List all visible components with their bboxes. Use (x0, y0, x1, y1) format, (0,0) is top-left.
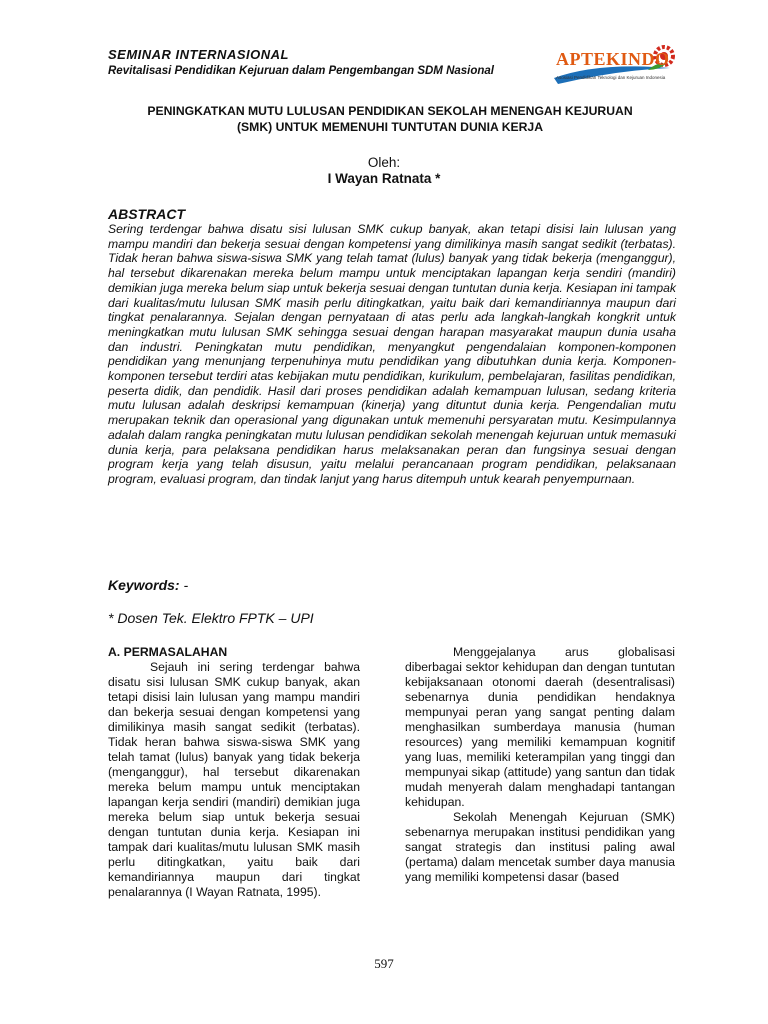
logo-wordmark: APTEKINDO (556, 49, 670, 69)
logo-tagline: Asosiasi Pendidikan Teknologi dan Kejuruan Indonesia (556, 75, 666, 80)
byline-label: Oleh: (367, 155, 401, 170)
right-column-paragraph-1: Menggejalanya arus globalisasi diberbagai sektor kehidupan dan dengan tuntutan kebijaksanaan otonomi daerah (desentralisasi) sebenarnya dunia pendidikan hendaknya mempunyai peran yang sangat penting dalam menghasilkan sumberdaya manusia (human resources) yang memiliki kemampuan kognitif yang luas, memiliki keterampilan yang tinggi dan mempunyai sikap (attitude) yang santun dan tidak mudah menyerah dalam menghadapi tantangan kehidupan. (405, 645, 675, 809)
paper-title-line-2: (SMK) UNTUK MEMENUHI TUNTUTAN DUNIA KERJA (236, 120, 544, 134)
page-number: 597 (374, 956, 394, 971)
keywords (108, 577, 188, 593)
seminar-subtitle: Revitalisasi Pendidikan Kejuruan dalam Pengembangan SDM Nasional (108, 65, 494, 77)
right-column-paragraph-2: Sekolah Menengah Kejuruan (SMK) sebenarnya merupakan institusi pendidikan yang sangat strategis dan institusi paling awal (pertama) dalam mencetak sumber daya manusia yang memiliki kompetensi dasar (based (405, 810, 675, 884)
left-column-paragraph: Sejauh ini sering terdengar bahwa disatu sisi lulusan SMK cukup banyak, akan tetapi disisi lain lulusan yang mampu mandiri dan bekerja sesuai dengan kompetensi yang dimilikinya masih sangat sedikit (terbatas). Tidak heran bahwa siswa-siswa SMK yang telah tamat (lulus) banyak yang tidak bekerja (menganggur), hal tersebut dikarenakan mereka belum mampu untuk menciptakan lapangan kerja sendiri (mandiri) demikian juga mereka belum siap untuk bekerja sesuai dengan tuntutan dunia kerja. Kesiapan ini tampak dari kualitas/mutu lulusan SMK masih perlu ditingkatkan, yaitu baik dari kemandiriannya maupun dari tingkat penalarannya (I Wayan Ratnata, 1995). (108, 660, 360, 899)
abstract-body: Sering terdengar bahwa disatu sisi lulusan SMK cukup banyak, akan tetapi disisi lain lulusan yang mampu mandiri dan bekerja sesuai dengan kompetensi yang dimilikinya masih sangat sedikit (terbatas). Tidak heran bahwa siswa-siswa SMK yang telah tamat (lulus) banyak yang tidak bekerja (menganggur), hal tersebut dikarenakan mereka belum mampu untuk menciptakan lapangan kerja sendiri (mandiri) demikian juga mereka belum siap untuk bekerja sesuai dengan tuntutan dunia kerja. Kesiapan ini tampak dari kualitas/mutu lulusan SMK masih perlu ditingkatkan, yaitu baik dari kemandiriannya maupun dari tingkat penalarannya. Sejalan dengan pernyataan di atas perlu ada langkah-langkah kongkrit untuk meningkatkan mutu lulusan SMK sehingga sesuai dengan harapan masyarakat maupun dunia usaha dan industri. Peningkatan mutu pendidikan, menyangkut pengendalaian komponen-komponen pendidikan yang menunjang terpenuhinya mutu pendidikan yang dibutuhkan dunia kerja. Komponen-komponen tersebut terdiri atas kebijakan mutu pendidikan, kurikulum, pembelajaran, fasilitas pendidikan, peserta didik, dan pendidik. Hasil dari proses pendidikan adalah kemampuan lulusan, sedang kriteria mutu lulusan adalah deskripsi kemampuan (kinerja) yang dituntut dunia kerja. Pengendalian mutu merupakan teknik dan operasional yang digunakan untuk memenuhi persyaratan mutu. Kesimpulannya adalah dalam rangka peningkatan mutu lulusan pendidikan sekolah menengah kejuruan untuk memasuki dunia kerja, para pelaksana pendidikan harus melaksanakan peran dan fungsinya sesuai dengan program kerja yang telah disusun, yaitu melalui perancanaan program pendidikan, pelaksanaan program, evaluasi program, dan tindak lanjut yang harus ditempuh untuk kearah penyempurnaan. (108, 222, 676, 486)
paper-title-line-1: PENINGKATKAN MUTU LULUSAN PENDIDIKAN SEKOLAH MENENGAH KEJURUAN (147, 104, 633, 118)
keywords-label: Keywords: (108, 577, 180, 593)
author-name: I Wayan Ratnata * (327, 171, 441, 186)
seminar-title: SEMINAR INTERNASIONAL (108, 47, 289, 62)
abstract-heading: ABSTRACT (108, 206, 185, 222)
right-column (405, 645, 675, 885)
author-footnote: * Dosen Tek. Elektro FPTK – UPI (108, 610, 314, 626)
left-column (108, 645, 360, 900)
section-heading: A. PERMASALAHAN (108, 645, 228, 659)
paper-title (100, 103, 680, 135)
keywords-value: - (179, 577, 189, 593)
